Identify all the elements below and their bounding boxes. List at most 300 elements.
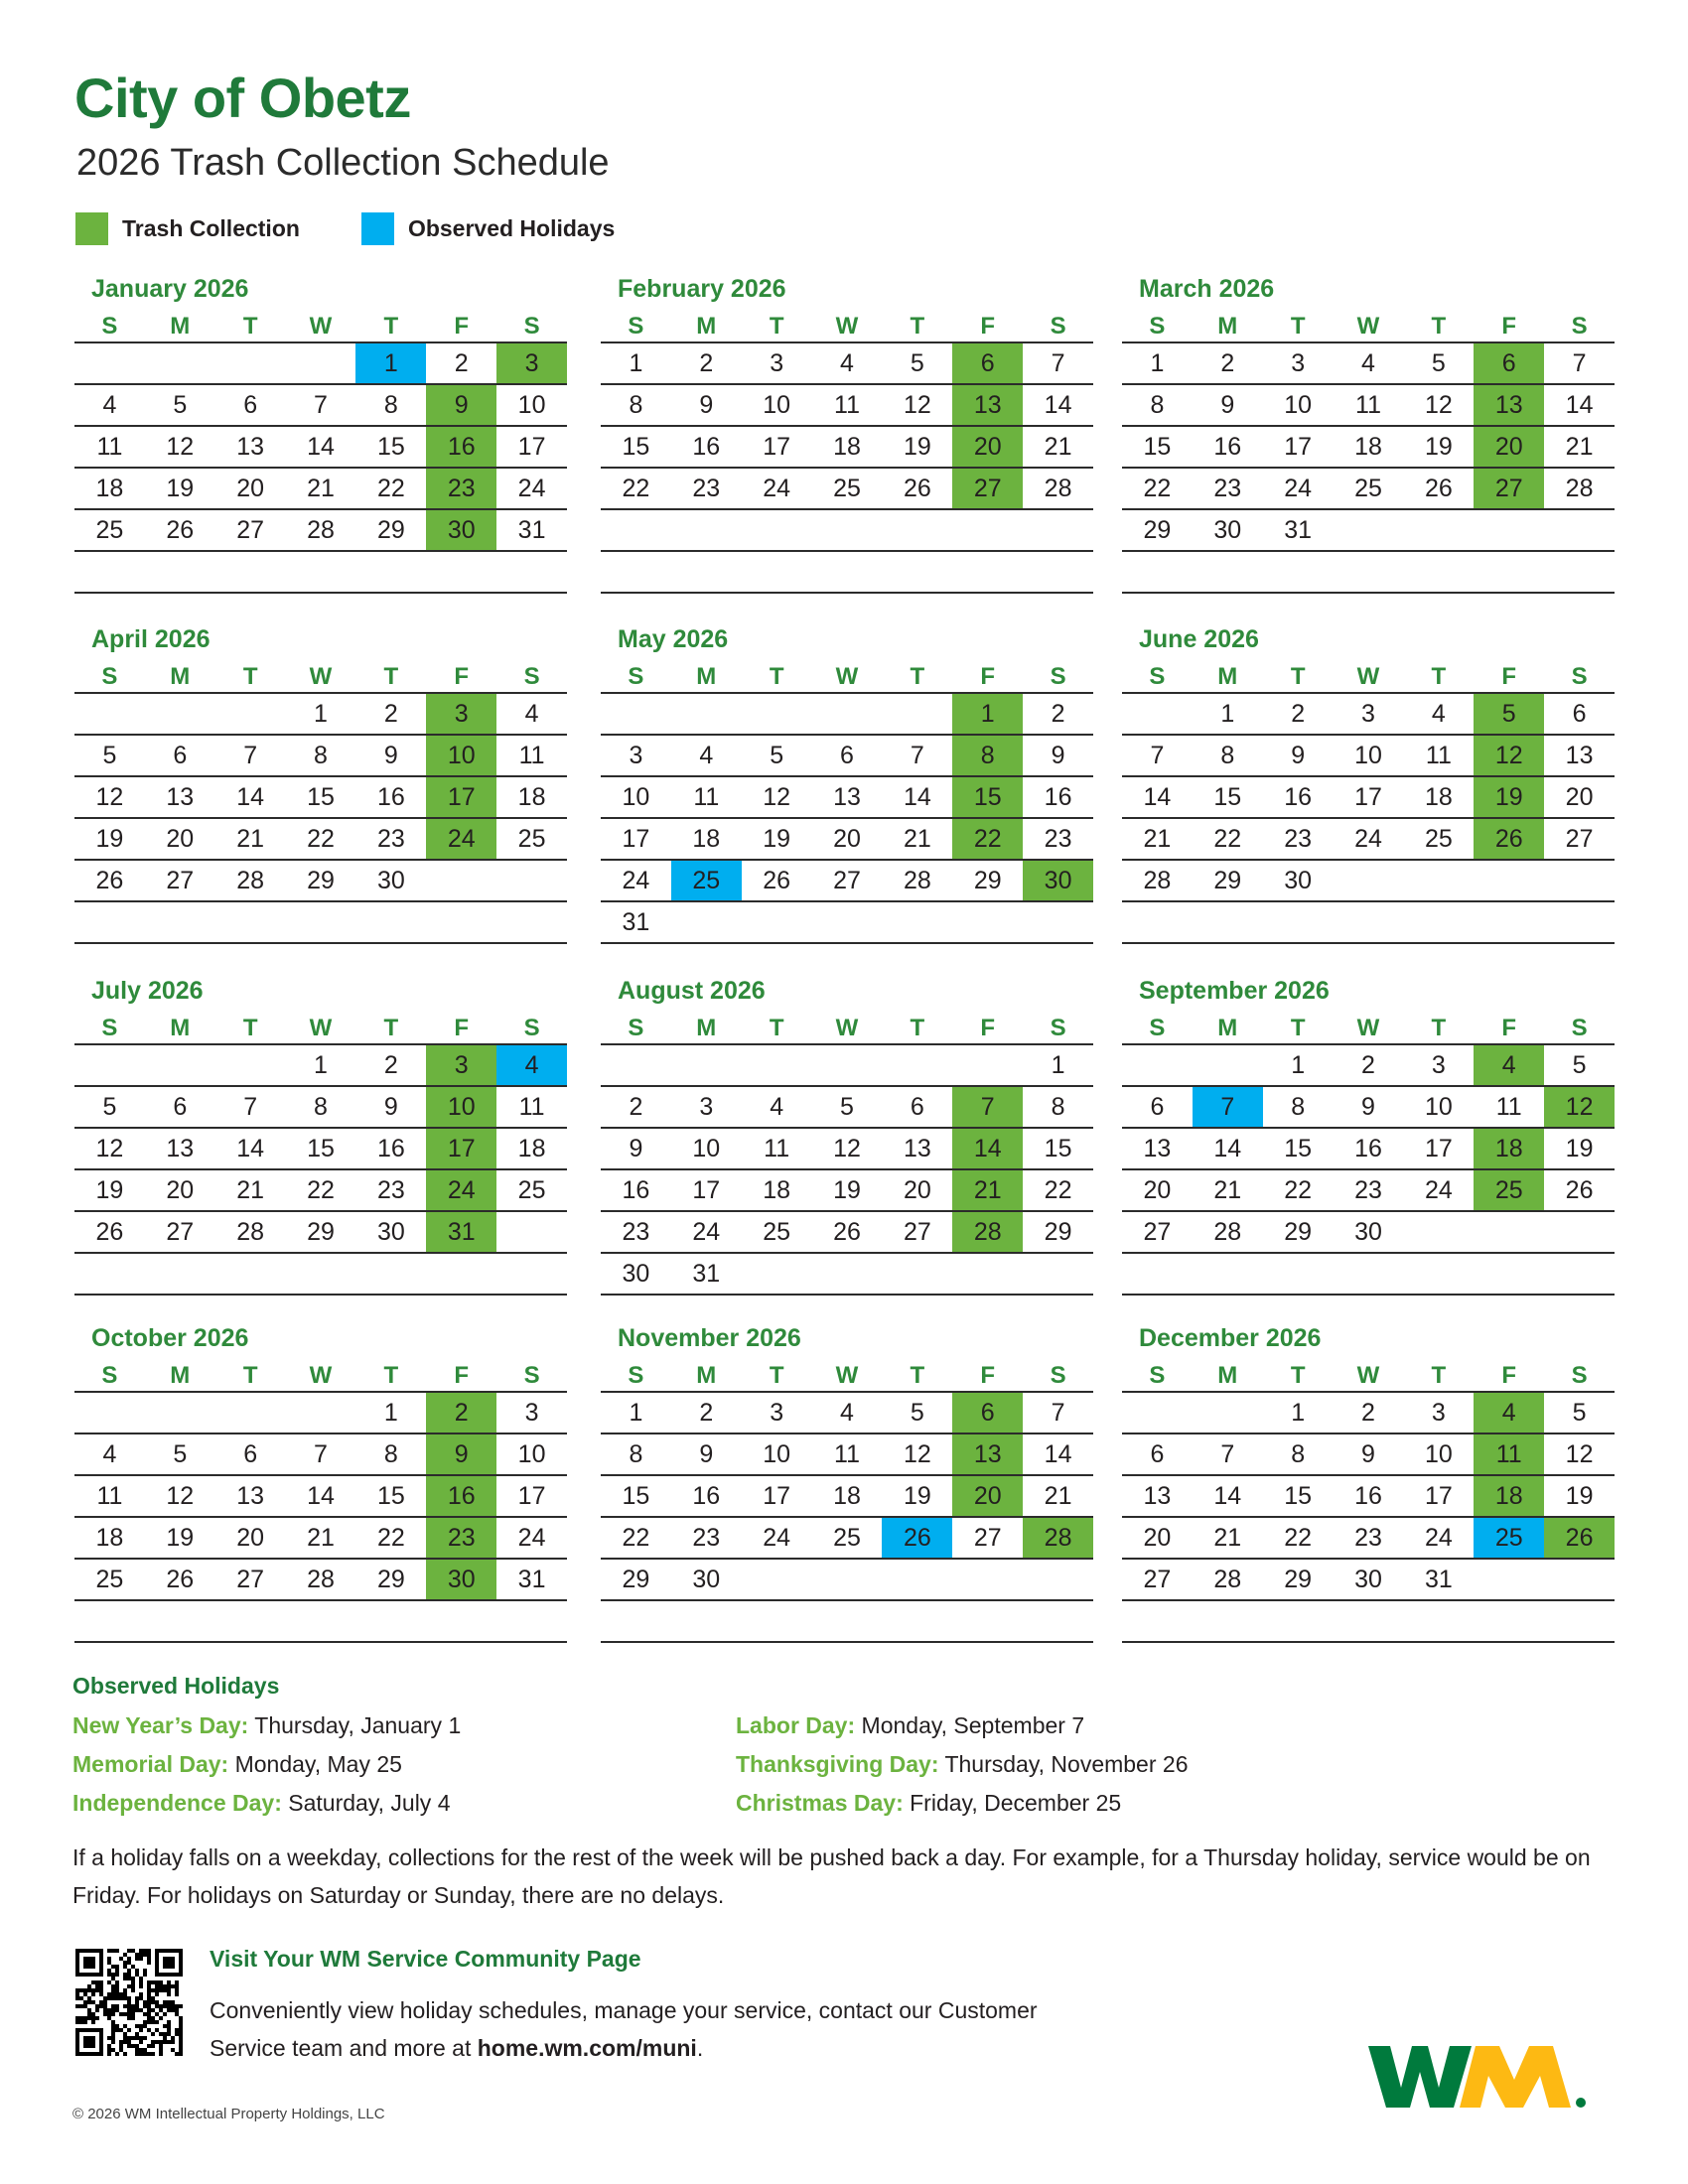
calendar-day: 28: [307, 1566, 335, 1593]
calendar-day: 17: [1424, 1482, 1453, 1510]
week-row: [74, 1601, 567, 1643]
week-row: [74, 469, 567, 510]
empty-day: [286, 1393, 356, 1433]
empty-day: [145, 343, 215, 383]
calendar-day: 23: [1213, 475, 1242, 502]
week-row: [601, 777, 1093, 819]
calendar-day: 8: [629, 1440, 643, 1468]
weekday-label: F: [980, 1015, 996, 1041]
empty-day: [286, 343, 356, 383]
empty-day: [1403, 902, 1474, 942]
calendar-day: 17: [517, 433, 546, 461]
weekday-label: W: [1356, 1015, 1380, 1041]
calendar-day: 10: [1354, 742, 1382, 769]
calendar-day: 10: [1424, 1093, 1453, 1121]
week-row: [74, 1560, 567, 1601]
calendar-day: 25: [833, 1524, 861, 1552]
empty-day: [1023, 1601, 1093, 1641]
calendar-day: 17: [692, 1176, 721, 1204]
calendar-day: 13: [1143, 1482, 1172, 1510]
empty-day: [742, 902, 812, 942]
calendar-day: 7: [243, 1093, 258, 1121]
weekday-label: T: [383, 1362, 399, 1389]
calendar-day: 27: [833, 867, 861, 894]
week-row: [74, 1393, 567, 1434]
calendar-day: 23: [1354, 1524, 1382, 1552]
calendar-day: 30: [1354, 1566, 1382, 1593]
empty-day: [74, 694, 145, 734]
week-row: [601, 1087, 1093, 1129]
collection-day: 12: [1544, 1087, 1615, 1127]
week-row: [1122, 1518, 1615, 1560]
week-row: [1122, 1254, 1615, 1296]
week-row: [74, 343, 567, 385]
week-row: [74, 427, 567, 469]
month-calendar: [1122, 276, 1615, 594]
week-row: [601, 469, 1093, 510]
holiday-line: New Year’s Day: Thursday, January 1: [72, 1712, 462, 1738]
week-row: [74, 694, 567, 736]
calendar-day: 13: [833, 783, 861, 811]
calendar-day: 25: [95, 516, 124, 544]
calendar-day: 27: [1565, 825, 1594, 853]
week-row: [601, 1560, 1093, 1601]
weekday-label: T: [769, 663, 784, 690]
weekday-label: W: [309, 313, 333, 340]
collection-day: 20: [952, 427, 1023, 467]
calendar-day: 5: [173, 391, 188, 419]
empty-day: [74, 343, 145, 383]
empty-day: [355, 1254, 426, 1294]
empty-day: [1474, 1254, 1544, 1294]
empty-day: [1122, 902, 1193, 942]
calendar-day: 9: [699, 1440, 714, 1468]
calendar-day: 21: [236, 825, 265, 853]
calendar-day: 1: [1291, 1051, 1306, 1079]
calendar-day: 21: [903, 825, 931, 853]
calendar-day: 4: [524, 700, 539, 728]
calendar-day: 24: [692, 1218, 721, 1246]
empty-day: [812, 902, 883, 942]
copyright: © 2026 WM Intellectual Property Holdings, LLC: [72, 2106, 385, 2122]
empty-day: [601, 1045, 671, 1085]
calendar-day: 22: [1143, 475, 1172, 502]
calendar-day: 5: [173, 1440, 188, 1468]
calendar-day: 10: [517, 1440, 546, 1468]
calendar-day: 1: [629, 349, 643, 377]
empty-day: [952, 1560, 1023, 1599]
calendar-day: 9: [383, 742, 398, 769]
calendar-day: 15: [1143, 433, 1172, 461]
legend-item-collection: [75, 212, 300, 245]
calendar-day: 29: [1143, 516, 1172, 544]
weekday-label: S: [523, 313, 540, 340]
empty-day: [812, 1254, 883, 1294]
calendar-day: 18: [1424, 783, 1453, 811]
calendar-day: 3: [770, 349, 784, 377]
calendar-day: 18: [95, 475, 124, 502]
weekday-label: F: [1501, 1362, 1517, 1389]
empty-day: [812, 1045, 883, 1085]
calendar-day: 1: [1220, 700, 1235, 728]
calendar-day: 28: [1143, 867, 1172, 894]
qr-code[interactable]: [75, 1949, 183, 2056]
weekday-label: W: [1356, 1362, 1380, 1389]
calendar-day: 29: [376, 516, 405, 544]
collection-day: 10: [426, 736, 496, 775]
calendar-day: 25: [833, 475, 861, 502]
calendar-day: 19: [833, 1176, 861, 1204]
weekday-label: M: [696, 1362, 717, 1389]
empty-day: [426, 1254, 496, 1294]
empty-day: [145, 1393, 215, 1433]
calendar-day: 18: [517, 1135, 546, 1162]
calendar-day: 27: [166, 1218, 195, 1246]
weekday-label: F: [454, 313, 470, 340]
calendar-day: 27: [1143, 1566, 1172, 1593]
weekday-label: M: [170, 663, 191, 690]
collection-day: 3: [426, 1045, 496, 1085]
calendar-day: 17: [1354, 783, 1382, 811]
empty-day: [1023, 552, 1093, 592]
calendar-day: 24: [763, 475, 791, 502]
calendar-day: 22: [1284, 1524, 1313, 1552]
weekday-label: T: [1431, 313, 1447, 340]
collection-day: 30: [426, 1560, 496, 1599]
holiday-swatch: [361, 212, 394, 245]
week-row: [1122, 736, 1615, 777]
empty-day: [1263, 1601, 1334, 1641]
calendar-day: 30: [376, 867, 405, 894]
month-calendar: [1122, 1325, 1615, 1643]
empty-day: [496, 552, 567, 592]
collection-day: 28: [1023, 1518, 1093, 1558]
month-title: February 2026: [618, 275, 786, 303]
empty-day: [215, 343, 286, 383]
community-page-heading[interactable]: Visit Your WM Service Community Page: [210, 1946, 641, 1972]
month-calendar: [601, 626, 1093, 944]
weekday-label: T: [383, 1015, 399, 1041]
calendar-day: 12: [903, 1440, 931, 1468]
calendar-day: 10: [763, 1440, 791, 1468]
empty-day: [882, 694, 952, 734]
empty-day: [671, 510, 742, 550]
empty-day: [286, 902, 356, 942]
empty-day: [355, 1601, 426, 1641]
empty-day: [355, 902, 426, 942]
calendar-day: 2: [1051, 700, 1065, 728]
calendar-day: 30: [622, 1260, 650, 1288]
calendar-day: 22: [622, 475, 650, 502]
calendar-day: 27: [236, 1566, 265, 1593]
legend-holiday-label: Observed Holidays: [407, 214, 616, 241]
empty-day: [496, 861, 567, 900]
collection-day: 8: [952, 736, 1023, 775]
calendar-day: 8: [383, 391, 398, 419]
calendar-day: 13: [1565, 742, 1594, 769]
calendar-day: 22: [622, 1524, 650, 1552]
calendar-day: 25: [517, 825, 546, 853]
calendar-day: 24: [1424, 1524, 1453, 1552]
empty-day: [1403, 861, 1474, 900]
empty-day: [671, 694, 742, 734]
empty-day: [882, 510, 952, 550]
calendar-day: 24: [1424, 1176, 1453, 1204]
weekday-label: F: [980, 1362, 996, 1389]
weekday-label: S: [1050, 1015, 1066, 1041]
calendar-day: 16: [1213, 433, 1242, 461]
empty-day: [1122, 1393, 1193, 1433]
calendar-day: 6: [1572, 700, 1587, 728]
calendar-day: 28: [307, 516, 335, 544]
weekday-label: W: [1356, 663, 1380, 690]
weekday-label: T: [1290, 313, 1306, 340]
weekday-label: S: [1571, 663, 1588, 690]
collection-day: 17: [426, 777, 496, 817]
week-row: [1122, 777, 1615, 819]
calendar-day: 24: [763, 1524, 791, 1552]
calendar-day: 28: [903, 867, 931, 894]
calendar-day: 3: [524, 1399, 539, 1427]
calendar-day: 17: [517, 1482, 546, 1510]
calendar-day: 21: [1044, 1482, 1072, 1510]
calendar-day: 26: [95, 1218, 124, 1246]
calendar-day: 3: [699, 1093, 714, 1121]
calendar-day: 19: [903, 433, 931, 461]
collection-day: 11: [1474, 1434, 1544, 1474]
empty-day: [1122, 1254, 1193, 1294]
empty-day: [1023, 510, 1093, 550]
holiday-day: 25: [1474, 1518, 1544, 1558]
collection-day: 9: [426, 385, 496, 425]
weekday-label: T: [910, 1015, 925, 1041]
calendar-day: 17: [763, 1482, 791, 1510]
collection-swatch: [75, 212, 108, 245]
collection-day: 23: [426, 1518, 496, 1558]
calendar-day: 24: [517, 475, 546, 502]
holiday-line: Memorial Day: Monday, May 25: [72, 1751, 402, 1777]
calendar-day: 5: [1572, 1399, 1587, 1427]
week-row: [601, 736, 1093, 777]
empty-day: [601, 510, 671, 550]
collection-day: 30: [1023, 861, 1093, 900]
weekday-label: S: [1050, 663, 1066, 690]
calendar-day: 5: [840, 1093, 854, 1121]
weekday-label: T: [383, 313, 399, 340]
week-row: [601, 1434, 1093, 1476]
collection-day: 13: [952, 1434, 1023, 1474]
calendar-day: 19: [166, 475, 195, 502]
weekday-label: F: [454, 1015, 470, 1041]
week-row: [1122, 1212, 1615, 1254]
empty-day: [1544, 1560, 1615, 1599]
calendar-day: 22: [376, 1524, 405, 1552]
empty-day: [1023, 1254, 1093, 1294]
empty-day: [952, 902, 1023, 942]
empty-day: [1334, 861, 1404, 900]
empty-day: [496, 1254, 567, 1294]
calendar-day: 1: [383, 1399, 398, 1427]
empty-day: [1334, 902, 1404, 942]
week-row: [601, 427, 1093, 469]
weekday-label: S: [101, 1015, 118, 1041]
weekday-header: [601, 1016, 1093, 1045]
empty-day: [952, 552, 1023, 592]
calendar-day: 9: [629, 1135, 643, 1162]
week-row: [601, 1212, 1093, 1254]
calendar-day: 29: [376, 1566, 405, 1593]
calendar-day: 19: [1565, 1135, 1594, 1162]
calendar-day: 14: [1565, 391, 1594, 419]
empty-day: [1544, 1601, 1615, 1641]
weekday-label: W: [309, 663, 333, 690]
calendar-day: 12: [166, 1482, 195, 1510]
collection-day: 2: [426, 1393, 496, 1433]
week-row: [1122, 552, 1615, 594]
weekday-label: M: [1217, 663, 1238, 690]
calendar-day: 23: [1354, 1176, 1382, 1204]
empty-day: [742, 1045, 812, 1085]
weekday-header: [74, 1363, 567, 1393]
collection-day: 10: [426, 1087, 496, 1127]
week-row: [1122, 469, 1615, 510]
calendar-day: 23: [622, 1218, 650, 1246]
weekday-label: S: [1149, 663, 1166, 690]
calendar-day: 8: [1051, 1093, 1065, 1121]
collection-day: 17: [426, 1129, 496, 1168]
week-row: [601, 1393, 1093, 1434]
calendar-day: 20: [903, 1176, 931, 1204]
calendar-day: 21: [1044, 433, 1072, 461]
collection-day: 27: [952, 469, 1023, 508]
weekday-label: T: [910, 313, 925, 340]
weekday-label: W: [1356, 313, 1380, 340]
page-subtitle: 2026 Trash Collection Schedule: [76, 142, 610, 184]
week-row: [1122, 902, 1615, 944]
calendar-day: 24: [1284, 475, 1313, 502]
empty-day: [215, 1254, 286, 1294]
week-row: [1122, 1476, 1615, 1518]
weekday-label: T: [242, 313, 258, 340]
empty-day: [355, 552, 426, 592]
empty-day: [74, 902, 145, 942]
calendar-day: 18: [517, 783, 546, 811]
calendar-day: 2: [1361, 1399, 1375, 1427]
calendar-day: 7: [1051, 1399, 1065, 1427]
calendar-day: 4: [1431, 700, 1446, 728]
empty-day: [1122, 694, 1193, 734]
calendar-day: 23: [1284, 825, 1313, 853]
empty-day: [1544, 510, 1615, 550]
calendar-day: 19: [763, 825, 791, 853]
weekday-label: F: [1501, 313, 1517, 340]
calendar-day: 8: [1220, 742, 1235, 769]
calendar-day: 7: [243, 742, 258, 769]
weekday-header: [601, 1363, 1093, 1393]
month-title: September 2026: [1139, 977, 1330, 1005]
weekday-label: S: [523, 663, 540, 690]
weekday-label: S: [101, 313, 118, 340]
calendar-day: 18: [95, 1524, 124, 1552]
calendar-day: 14: [307, 433, 335, 461]
weekday-label: F: [1501, 663, 1517, 690]
calendar-day: 16: [1354, 1482, 1382, 1510]
empty-day: [1474, 510, 1544, 550]
calendar-day: 8: [314, 1093, 328, 1121]
empty-day: [496, 1601, 567, 1641]
week-row: [601, 902, 1093, 944]
holiday-list-left: [72, 1706, 736, 1823]
collection-day: 7: [952, 1087, 1023, 1127]
calendar-day: 14: [1143, 783, 1172, 811]
calendar-day: 6: [173, 1093, 188, 1121]
calendar-day: 27: [236, 516, 265, 544]
calendar-day: 13: [903, 1135, 931, 1162]
calendar-day: 14: [236, 783, 265, 811]
calendar-day: 7: [910, 742, 924, 769]
weekday-label: F: [454, 1362, 470, 1389]
empty-day: [426, 861, 496, 900]
calendar-day: 3: [1361, 700, 1375, 728]
calendar-day: 12: [95, 783, 124, 811]
collection-day: 24: [426, 1170, 496, 1210]
empty-day: [1403, 1254, 1474, 1294]
calendar-day: 29: [1284, 1218, 1313, 1246]
week-row: [1122, 819, 1615, 861]
empty-day: [74, 552, 145, 592]
collection-day: 3: [426, 694, 496, 734]
weekday-label: S: [628, 1362, 644, 1389]
collection-day: 20: [952, 1476, 1023, 1516]
calendar-day: 23: [692, 475, 721, 502]
calendar-day: 10: [517, 391, 546, 419]
collection-day: 18: [1474, 1476, 1544, 1516]
empty-day: [215, 694, 286, 734]
calendar-day: 9: [699, 391, 714, 419]
month-title: March 2026: [1139, 275, 1275, 303]
week-row: [601, 1518, 1093, 1560]
calendar-day: 10: [763, 391, 791, 419]
calendar-day: 27: [973, 1524, 1002, 1552]
calendar-day: 5: [102, 742, 117, 769]
calendar-day: 6: [840, 742, 854, 769]
week-row: [74, 777, 567, 819]
calendar-day: 15: [1284, 1482, 1313, 1510]
calendar-day: 4: [1361, 349, 1375, 377]
weekday-header: [74, 664, 567, 694]
calendar-day: 21: [236, 1176, 265, 1204]
month-title: July 2026: [91, 977, 204, 1005]
calendar-day: 18: [692, 825, 721, 853]
collection-day: 26: [1544, 1518, 1615, 1558]
weekday-label: F: [1501, 1015, 1517, 1041]
calendar-day: 12: [903, 391, 931, 419]
calendar-day: 24: [1354, 825, 1382, 853]
empty-day: [812, 1560, 883, 1599]
observed-holidays-section: [72, 1673, 1621, 1823]
empty-day: [215, 1393, 286, 1433]
collection-day: 26: [1474, 819, 1544, 859]
calendar-day: 26: [95, 867, 124, 894]
community-url-link[interactable]: home.wm.com/muni: [477, 2035, 697, 2061]
week-row: [74, 1434, 567, 1476]
calendar-day: 18: [1354, 433, 1382, 461]
calendar-day: 17: [763, 433, 791, 461]
calendar-day: 29: [973, 867, 1002, 894]
empty-day: [215, 902, 286, 942]
collection-day: 5: [1474, 694, 1544, 734]
calendar-day: 5: [1572, 1051, 1587, 1079]
